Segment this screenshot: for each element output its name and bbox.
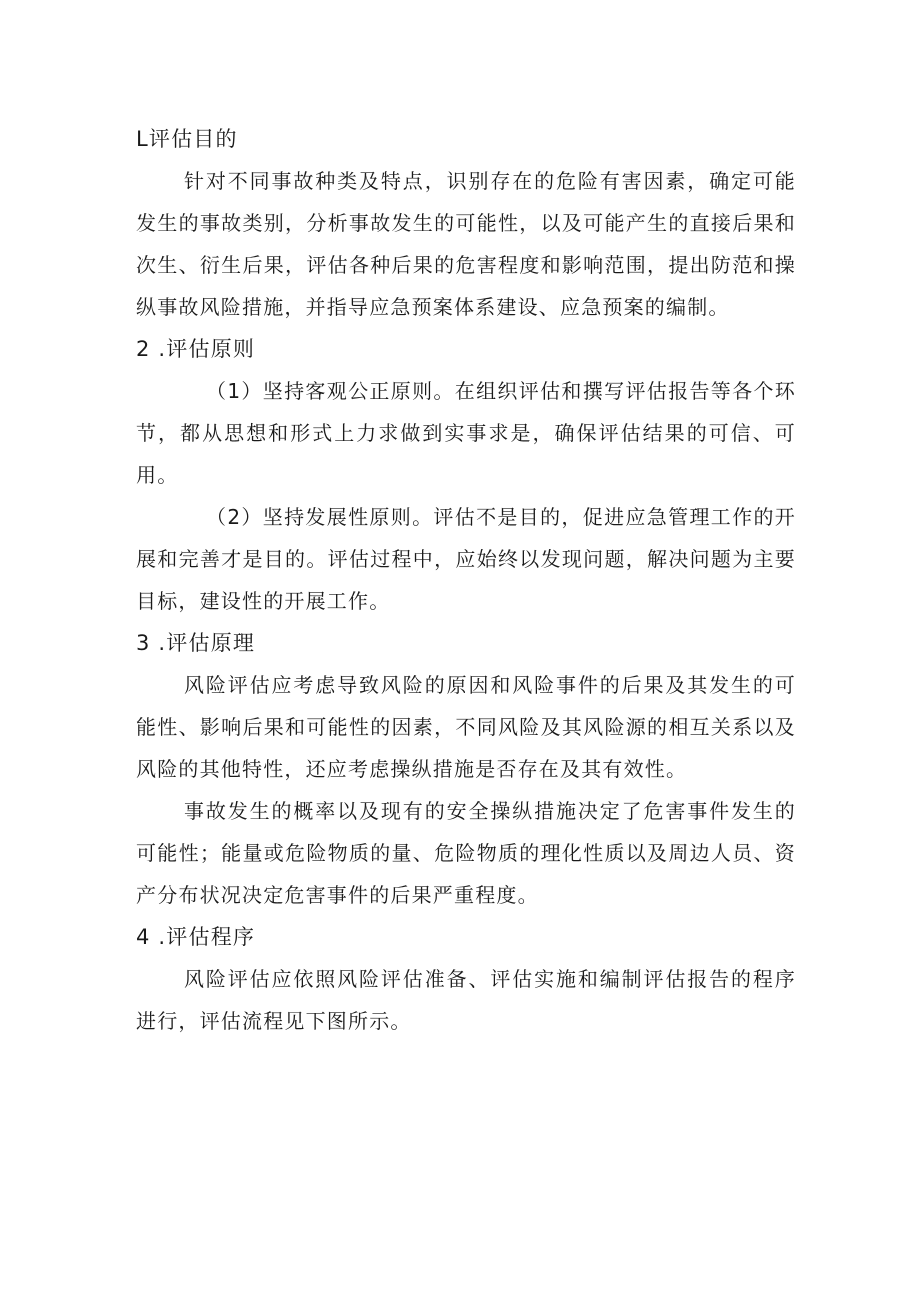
document-body	[136, 118, 796, 1042]
paragraph-procedure: 风险评估应依照风险评估准备、评估实施和编制评估报告的程序进行，评估流程见下图所示。	[136, 967, 796, 1033]
paragraph-principle-2: （2）坚持发展性原则。评估不是目的，促进应急管理工作的开展和完善才是目的。评估过程中，应始终以发现问题，解决问题为主要目标，建设性的开展工作。	[136, 505, 796, 613]
paragraph-theory-2: 事故发生的概率以及现有的安全操纵措施决定了危害事件发生的可能性；能量或危险物质的量、危险物质的理化性质以及周边人员、资产分布状况决定危害事件的后果严重程度。	[136, 799, 796, 907]
section-heading-theory: 3 .评估原理	[136, 631, 256, 655]
paragraph-theory-1: 风险评估应考虑导致风险的原因和风险事件的后果及其发生的可能性、影响后果和可能性的因素，不同风险及其风险源的相互关系以及风险的其他特性，还应考虑操纵措施是否存在及其有效性。	[136, 673, 796, 781]
section-heading-procedure: 4 .评估程序	[136, 925, 256, 949]
paragraph-principle-1: （1）坚持客观公正原则。在组织评估和撰写评估报告等各个环节，都从思想和形式上力求做到实事求是，确保评估结果的可信、可用。	[136, 379, 796, 487]
section-heading-purpose: L评估目的	[136, 127, 238, 151]
section-heading-principles: 2 .评估原则	[136, 337, 256, 361]
paragraph-purpose: 针对不同事故种类及特点，识别存在的危险有害因素，确定可能发生的事故类别，分析事故发生的可能性，以及可能产生的直接后果和次生、衍生后果，评估各种后果的危害程度和影响范围，提出防范和操纵事故风险措施，并指导应急预案体系建设、应急预案的编制。	[136, 169, 796, 319]
